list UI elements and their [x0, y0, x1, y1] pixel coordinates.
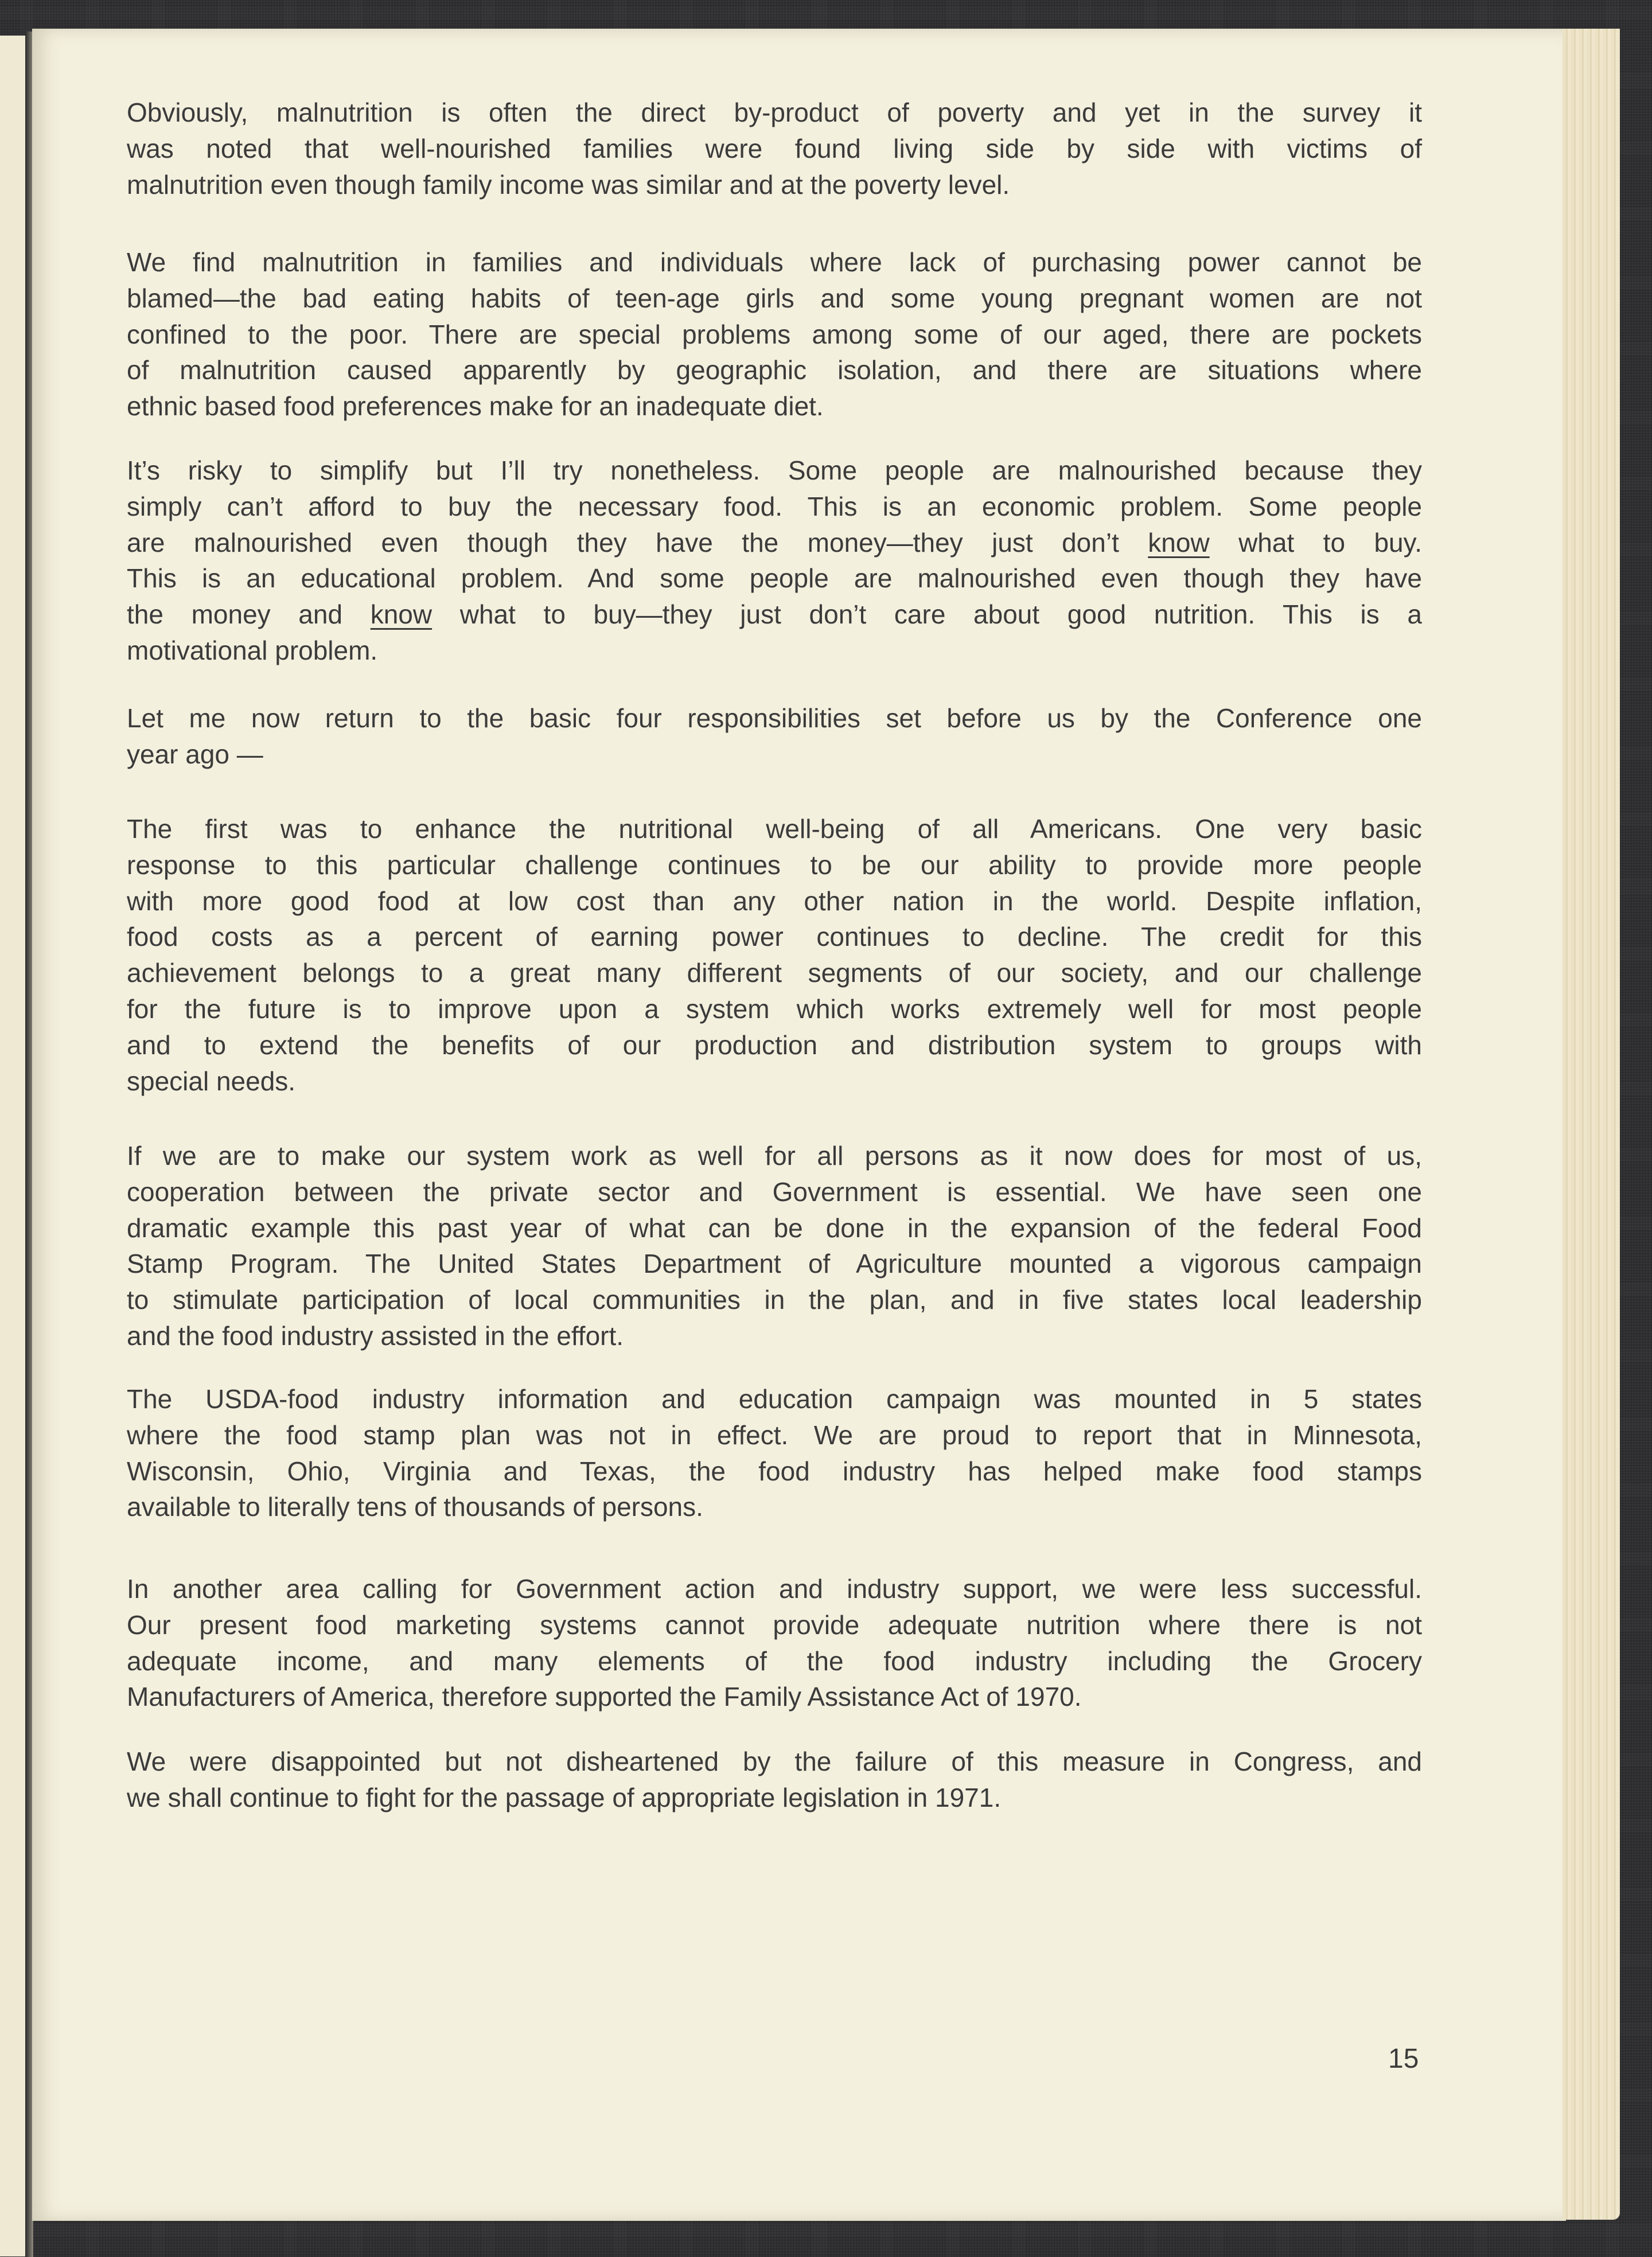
underlined-word: know	[1148, 527, 1210, 558]
text-line: was noted that well-nourished families were found living side by side with victims of	[127, 133, 1422, 163]
text-line: achievement belongs to a great many different segments of our society, and our challenge	[127, 958, 1422, 988]
paragraph	[127, 244, 1422, 424]
text-segment: what to buy—they just don’t care about good nutrition. This is a	[432, 599, 1423, 630]
text-segment: what to buy.	[1209, 527, 1422, 558]
text-line: This is an educational problem. And some people are malnourished even though they have	[127, 563, 1422, 594]
text-line: where the food stamp plan was not in effect. We are proud to report that in Minnesota,	[127, 1420, 1422, 1450]
text-line: year ago —	[127, 739, 263, 769]
text-line: and to extend the benefits of our production and distribution system to groups with	[127, 1030, 1422, 1060]
text-line: Manufacturers of America, therefore supported the Family Assistance Act of 1970.	[127, 1682, 1082, 1712]
text-line: In another area calling for Government action and industry support, we were less successful.	[127, 1574, 1422, 1604]
text-segment: are malnourished even though they have the money—they just don’t	[127, 527, 1148, 558]
text-line: The first was to enhance the nutritional well-being of all Americans. One very basic	[127, 814, 1422, 844]
text-line: food costs as a percent of earning power continues to decline. The credit for this	[127, 922, 1422, 952]
text-line: The USDA-food industry information and education campaign was mounted in 5 states	[127, 1384, 1422, 1414]
text-segment: the money and	[127, 599, 371, 630]
text-line	[127, 597, 1422, 633]
text-line: special needs.	[127, 1066, 296, 1096]
text-line: and the food industry assisted in the effort.	[127, 1320, 624, 1351]
paragraph	[127, 1744, 1422, 1816]
text-line: cooperation between the private sector and Government is essential. We have seen one	[127, 1176, 1422, 1207]
text-line: response to this particular challenge continues to be our ability to provide more people	[127, 849, 1422, 880]
text-line: dramatic example this past year of what can be done in the expansion of the federal Food	[127, 1213, 1422, 1243]
text-line: of malnutrition caused apparently by geographic isolation, and there are situations where	[127, 355, 1422, 385]
paragraph	[127, 1138, 1422, 1354]
paragraph	[127, 453, 1422, 669]
text-line: for the future is to improve upon a system which works extremely well for most people	[127, 993, 1422, 1024]
paragraph	[127, 811, 1422, 1099]
text-line: Wisconsin, Ohio, Virginia and Texas, the food industry has helped make food stamps	[127, 1456, 1422, 1486]
text-line: with more good food at low cost than any other nation in the world. Despite inflation,	[127, 886, 1422, 916]
text-line: blamed—the bad eating habits of teen-age girls and some young pregnant women are not	[127, 283, 1422, 313]
underlined-word: know	[370, 599, 433, 630]
text-line: We find malnutrition in families and individuals where lack of purchasing power cannot be	[127, 247, 1422, 277]
text-line: motivational problem.	[127, 635, 378, 665]
text-line: malnutrition even though family income was similar and at the poverty level.	[127, 169, 1010, 200]
paragraph	[127, 95, 1422, 202]
text-line: confined to the poor. There are special problems among some of our aged, there are pockets	[127, 319, 1422, 349]
text-line: It’s risky to simplify but I’ll try nonetheless. Some people are malnourished because they	[127, 455, 1422, 485]
page-edges	[1563, 29, 1620, 2220]
text-line: Stamp Program. The United States Department of Agriculture mounted a vigorous campaign	[127, 1249, 1422, 1279]
text-line: available to literally tens of thousands of persons.	[127, 1492, 703, 1522]
text-line	[127, 525, 1422, 561]
text-line: adequate income, and many elements of the food industry including the Grocery	[127, 1646, 1422, 1676]
text-line: we shall continue to fight for the passage of appropriate legislation in 1971.	[127, 1782, 1002, 1812]
text-line: If we are to make our system work as well for all persons as it now does for most of us,	[127, 1141, 1422, 1171]
facing-page-edge	[0, 36, 25, 2256]
text-line: Let me now return to the basic four responsibilities set before us by the Conference one	[127, 703, 1422, 733]
text-line: We were disappointed but not disheartened by the failure of this measure in Congress, and	[127, 1747, 1422, 1776]
paragraph	[127, 1381, 1422, 1525]
text-line: simply can’t afford to buy the necessary food. This is an economic problem. Some people	[127, 491, 1422, 521]
paragraph	[127, 700, 1422, 773]
text-line: Our present food marketing systems cannot provide adequate nutrition where there is not	[127, 1609, 1422, 1640]
page-number: 15	[1388, 2044, 1419, 2074]
paragraph	[127, 1571, 1422, 1715]
text-line: ethnic based food preferences make for an inadequate diet.	[127, 391, 824, 422]
text-line: to stimulate participation of local communities in the plan, and in five states local leadership	[127, 1285, 1422, 1315]
text-line: Obviously, malnutrition is often the direct by-product of poverty and yet in the survey it	[127, 98, 1422, 127]
